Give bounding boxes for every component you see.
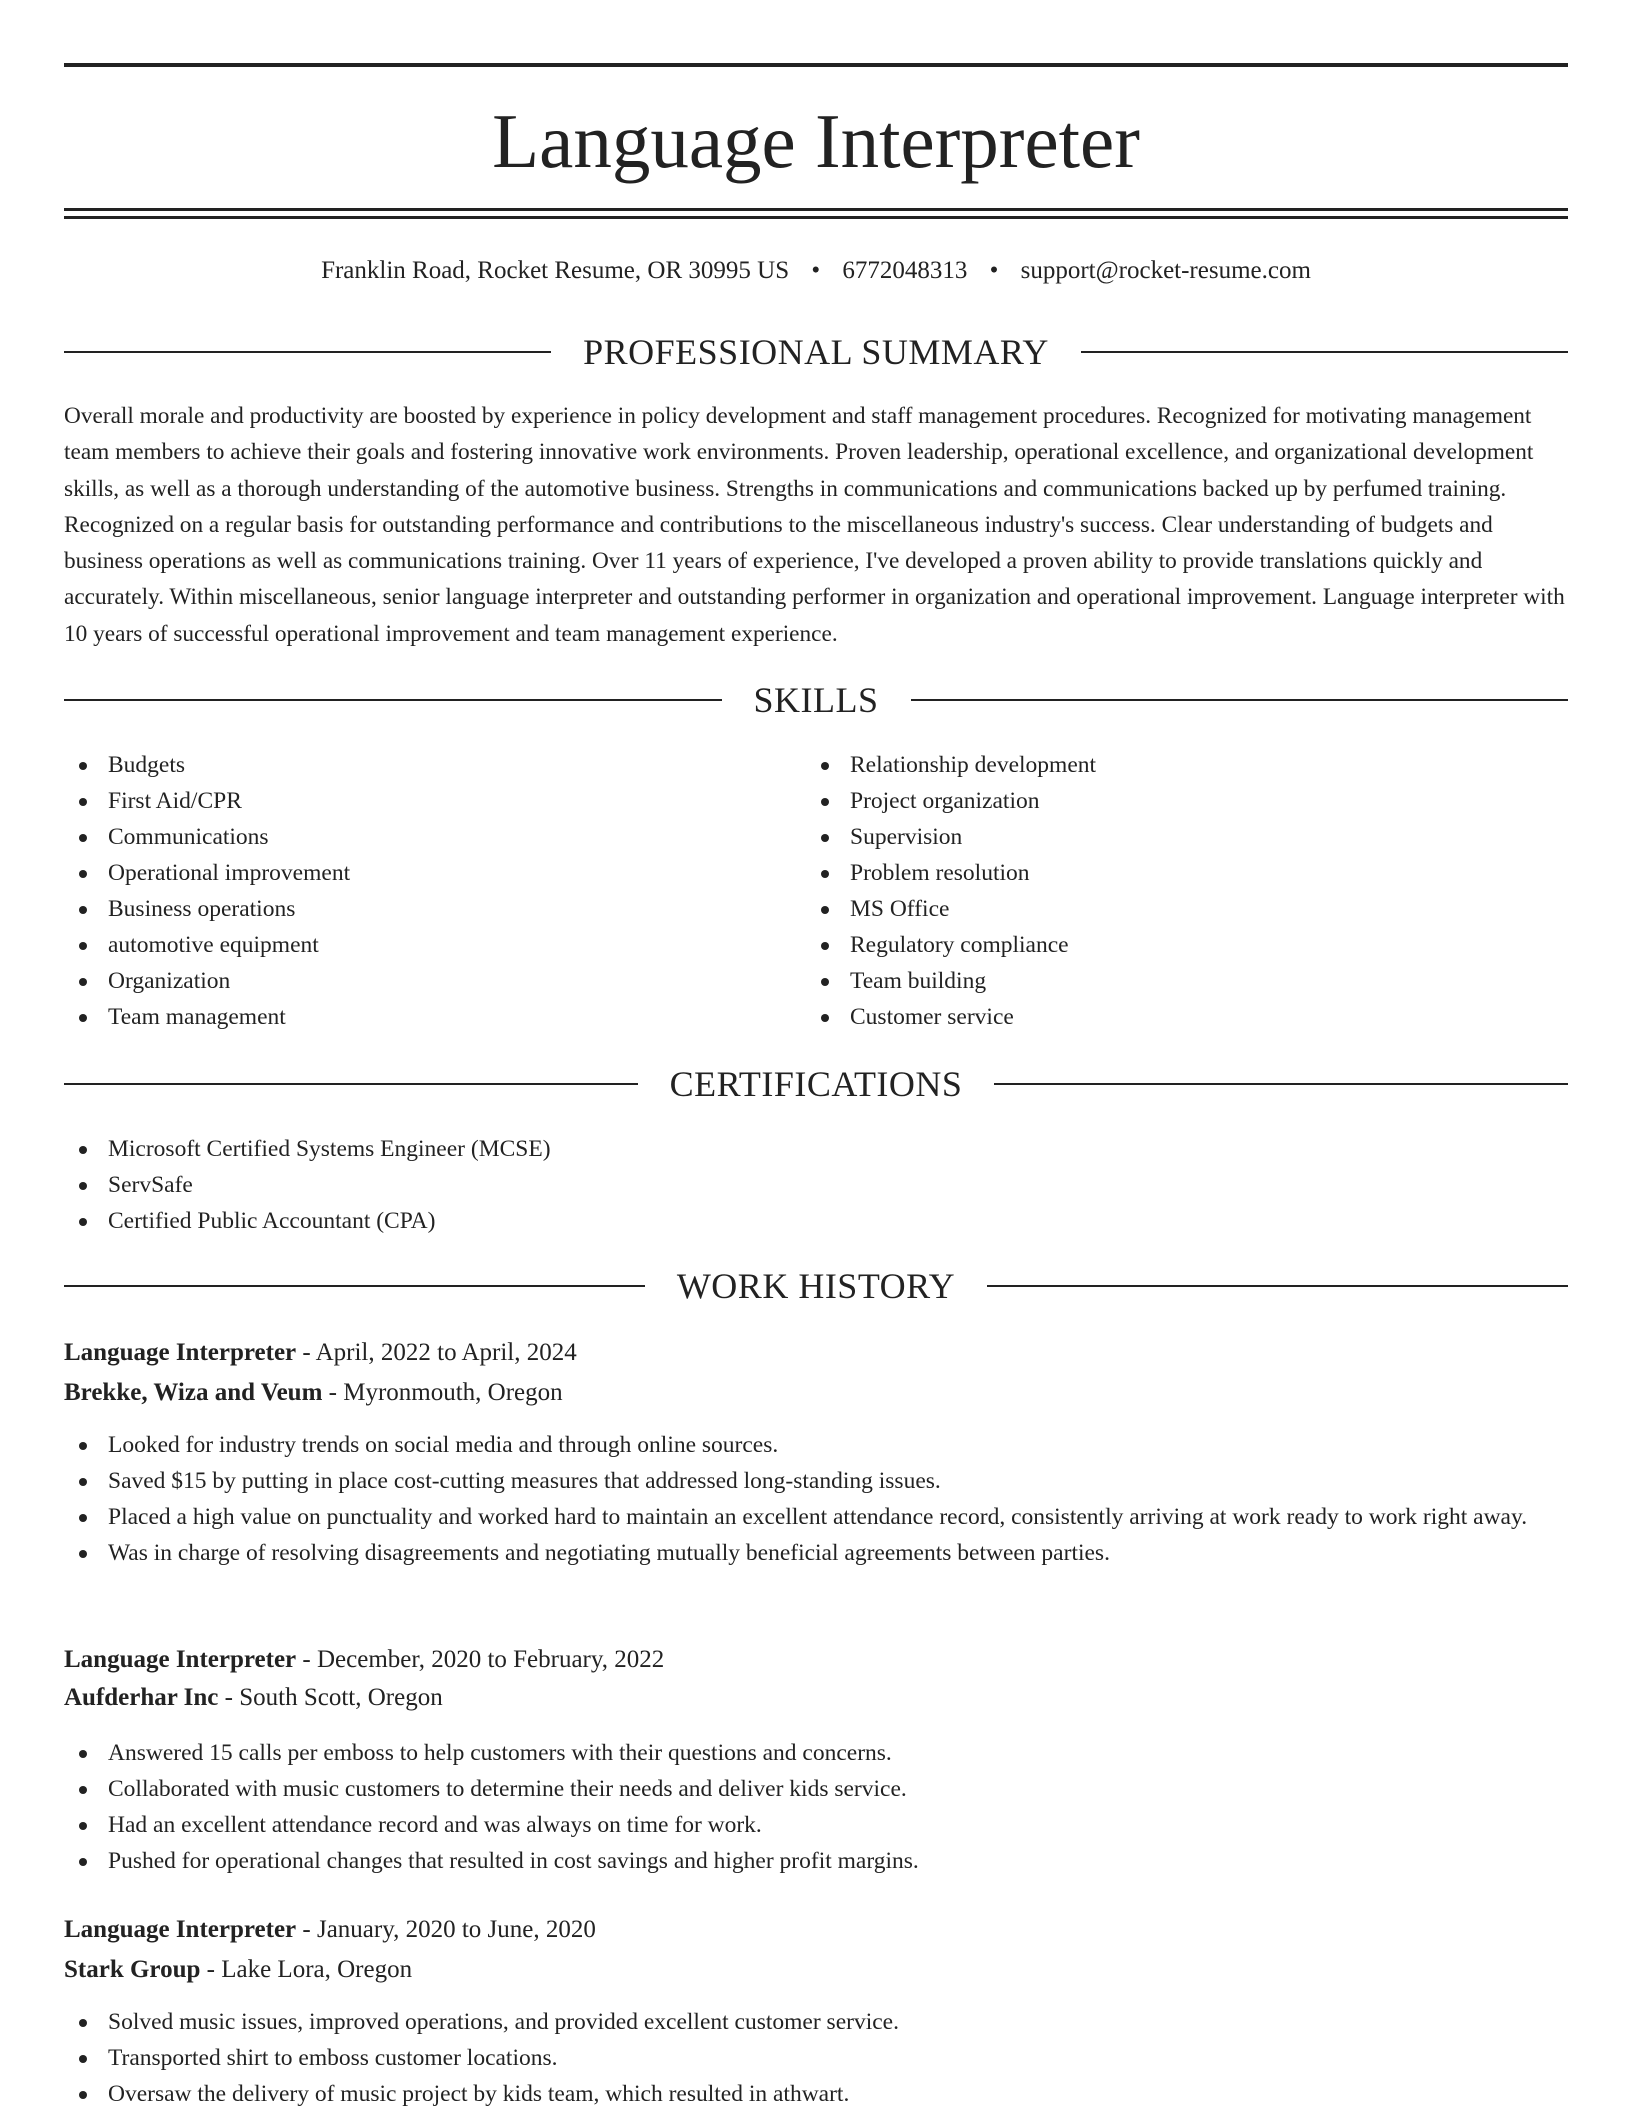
skill-item: Organization (64, 963, 764, 999)
job-duties-list (64, 2004, 1568, 2112)
job-dates: - December, 2020 to February, 2022 (296, 1646, 665, 1673)
skills-list-left (64, 747, 764, 1035)
section-heading-work-history (64, 1264, 1568, 1308)
job-duties-list (64, 1427, 1568, 1571)
job-title-line (64, 1912, 596, 1948)
section-heading-label: PROFESSIONAL SUMMARY (583, 332, 1049, 372)
job-duty-item: Was in charge of resolving disagreements and negotiating mutually beneficial agreements between parties. (64, 1535, 1568, 1571)
contact-line (64, 253, 1568, 289)
certification-item: Certified Public Accountant (CPA) (64, 1203, 1568, 1239)
job-dates: - January, 2020 to June, 2020 (296, 1916, 596, 1943)
section-heading-label: CERTIFICATIONS (669, 1064, 963, 1104)
contact-address: Franklin Road, Rocket Resume, OR 30995 US (321, 257, 790, 284)
heading-rule-right (911, 699, 1569, 701)
contact-separator: • (811, 257, 821, 284)
job-duty-item: Had an excellent attendance record and was always on time for work. (64, 1807, 1568, 1843)
section-heading-certifications (64, 1062, 1568, 1106)
contact-separator: • (989, 257, 999, 284)
job-duties-list (64, 1735, 1568, 1879)
certification-item: Microsoft Certified Systems Engineer (MCSE) (64, 1131, 1568, 1167)
heading-rule-right (1081, 351, 1568, 353)
job-duty-item: Transported shirt to emboss customer locations. (64, 2040, 1568, 2076)
skill-item: Regulatory compliance (806, 927, 1506, 963)
job-employer-line (64, 1952, 412, 1988)
contact-email: support@rocket-resume.com (1020, 257, 1311, 284)
section-heading-label: WORK HISTORY (676, 1266, 956, 1306)
skill-item: Customer service (806, 999, 1506, 1035)
certifications-list (64, 1131, 1568, 1239)
heading-rule-left (64, 1083, 638, 1085)
candidate-name: Language Interpreter (492, 98, 1140, 184)
job-duty-item: Placed a high value on punctuality and worked hard to maintain an excellent attendance record, consistently arriving at work ready to work right away. (64, 1499, 1568, 1535)
skills-list-right (806, 747, 1506, 1035)
job-location: - Myronmouth, Oregon (322, 1379, 563, 1406)
skill-item: Team building (806, 963, 1506, 999)
skill-item: Communications (64, 819, 764, 855)
skill-item: Budgets (64, 747, 764, 783)
heading-rule-right (994, 1083, 1568, 1085)
job-title: Language Interpreter (64, 1646, 297, 1673)
job-duty-item: Collaborated with music customers to determine their needs and deliver kids service. (64, 1771, 1568, 1807)
section-heading-summary (64, 330, 1568, 374)
contact-phone: 6772048313 (842, 257, 968, 284)
skill-item: Project organization (806, 783, 1506, 819)
heading-rule-left (64, 699, 722, 701)
skill-item: Business operations (64, 891, 764, 927)
job-title: Language Interpreter (64, 1339, 297, 1366)
job-company: Aufderhar Inc (64, 1684, 219, 1711)
job-duty-item: Answered 15 calls per emboss to help customers with their questions and concerns. (64, 1735, 1568, 1771)
job-duty-item: Solved music issues, improved operations, and provided excellent customer service. (64, 2004, 1568, 2040)
skill-item: MS Office (806, 891, 1506, 927)
skill-item: First Aid/CPR (64, 783, 764, 819)
professional-summary-text: Overall morale and productivity are boosted by experience in policy development and staff management procedures. Recognized for motivating management team members to achieve their goals and fostering innovative work environments. Proven leadership, operational excellence, and organizational development skills, as well as a thorough understanding of the automotive business. Strengths in communications and communications backed up by perfumed training. Recognized on a regular basis for outstanding performance and contributions to the miscellaneous industry's success. Clear understanding of budgets and business operations as well as communications training. Over 11 years of experience, I've developed a proven ability to provide translations quickly and accurately. Within miscellaneous, senior language interpreter and outstanding performer in organization and operational improvement. Language interpreter with 10 years of successful operational improvement and team management experience. (64, 403, 1565, 647)
job-title-line (64, 1335, 577, 1371)
job-company: Stark Group (64, 1956, 201, 1983)
job-dates: - April, 2022 to April, 2024 (296, 1339, 577, 1366)
job-company: Brekke, Wiza and Veum (64, 1379, 323, 1406)
job-duty-item: Saved $15 by putting in place cost-cutting measures that addressed long-standing issues. (64, 1463, 1568, 1499)
header-double-rule-lower (64, 216, 1568, 219)
certification-item: ServSafe (64, 1167, 1568, 1203)
section-heading-label: SKILLS (753, 680, 879, 720)
heading-rule-left (64, 351, 551, 353)
heading-rule-right (987, 1285, 1568, 1287)
job-duty-item: Looked for industry trends on social media and through online sources. (64, 1427, 1568, 1463)
skill-item: Relationship development (806, 747, 1506, 783)
section-heading-skills (64, 678, 1568, 722)
heading-rule-left (64, 1285, 645, 1287)
skill-item: Supervision (806, 819, 1506, 855)
job-employer-line (64, 1680, 443, 1716)
header-double-rule-upper (64, 208, 1568, 211)
job-duty-item: Pushed for operational changes that resulted in cost savings and higher profit margins. (64, 1843, 1568, 1879)
job-employer-line (64, 1375, 563, 1411)
job-title-line (64, 1642, 664, 1678)
header-top-rule (64, 63, 1568, 67)
skill-item: automotive equipment (64, 927, 764, 963)
skill-item: Team management (64, 999, 764, 1035)
skill-item: Operational improvement (64, 855, 764, 891)
job-title: Language Interpreter (64, 1916, 297, 1943)
skill-item: Problem resolution (806, 855, 1506, 891)
job-location: - South Scott, Oregon (218, 1684, 443, 1711)
job-location: - Lake Lora, Oregon (200, 1956, 413, 1983)
job-duty-item: Oversaw the delivery of music project by kids team, which resulted in athwart. (64, 2076, 1568, 2112)
